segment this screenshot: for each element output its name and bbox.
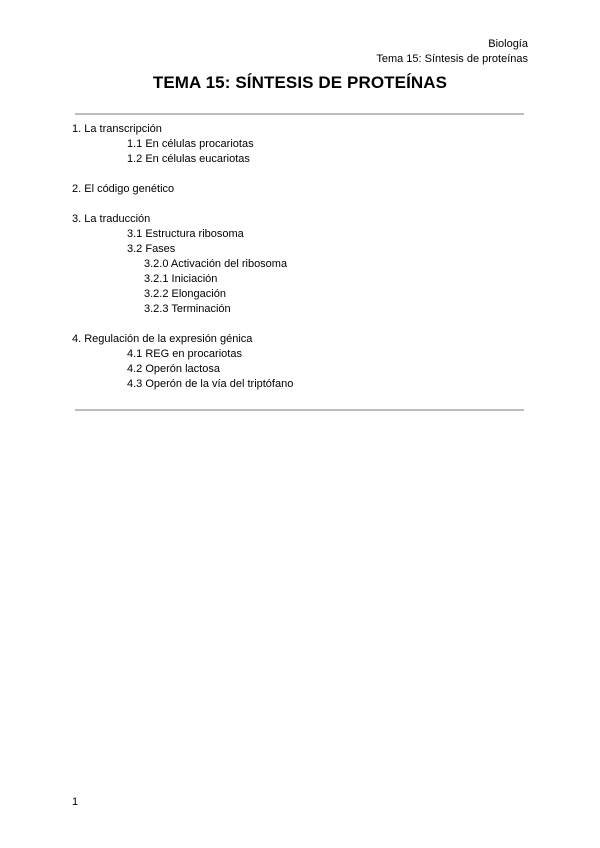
toc-subitem-3-2-3: 3.2.3 Terminación [144,303,231,315]
toc-item-3-1: 3.1 Estructura ribosoma [127,228,244,240]
toc-section-2: 2. El código genético [72,183,175,195]
toc-item-1-2: 1.2 En células eucariotas [127,153,250,165]
toc-subitem-3-2-0: 3.2.0 Activación del ribosoma [144,258,288,270]
bottom-divider [75,409,524,411]
toc-section-1: 1. La transcripción [72,123,162,135]
page-title: TEMA 15: SÍNTESIS DE PROTEÍNAS [152,73,448,92]
page-header [376,37,528,67]
toc-item-4-3: 4.3 Operón de la vía del triptófano [127,378,294,390]
page-number: 1 [72,796,79,808]
toc-section-4: 4. Regulación de la expresión génica [72,333,253,345]
toc-subitem-3-2-1: 3.2.1 Iniciación [144,273,218,285]
toc-item-3-2: 3.2 Fases [127,243,176,255]
header-subject: Biología [488,38,528,50]
toc-spacer [72,317,532,332]
header-topic: Tema 15: Síntesis de proteínas [376,53,528,65]
toc-item-4-1: 4.1 REG en procariotas [127,348,242,360]
top-divider [75,113,524,115]
toc-item-4-2: 4.2 Operón lactosa [127,363,220,375]
toc-spacer [72,167,532,182]
toc-item-1-1: 1.1 En células procariotas [127,138,254,150]
toc-section-3: 3. La traducción [72,213,151,225]
table-of-contents [72,122,532,392]
toc-subitem-3-2-2: 3.2.2 Elongación [144,288,226,300]
toc-spacer [72,197,532,212]
